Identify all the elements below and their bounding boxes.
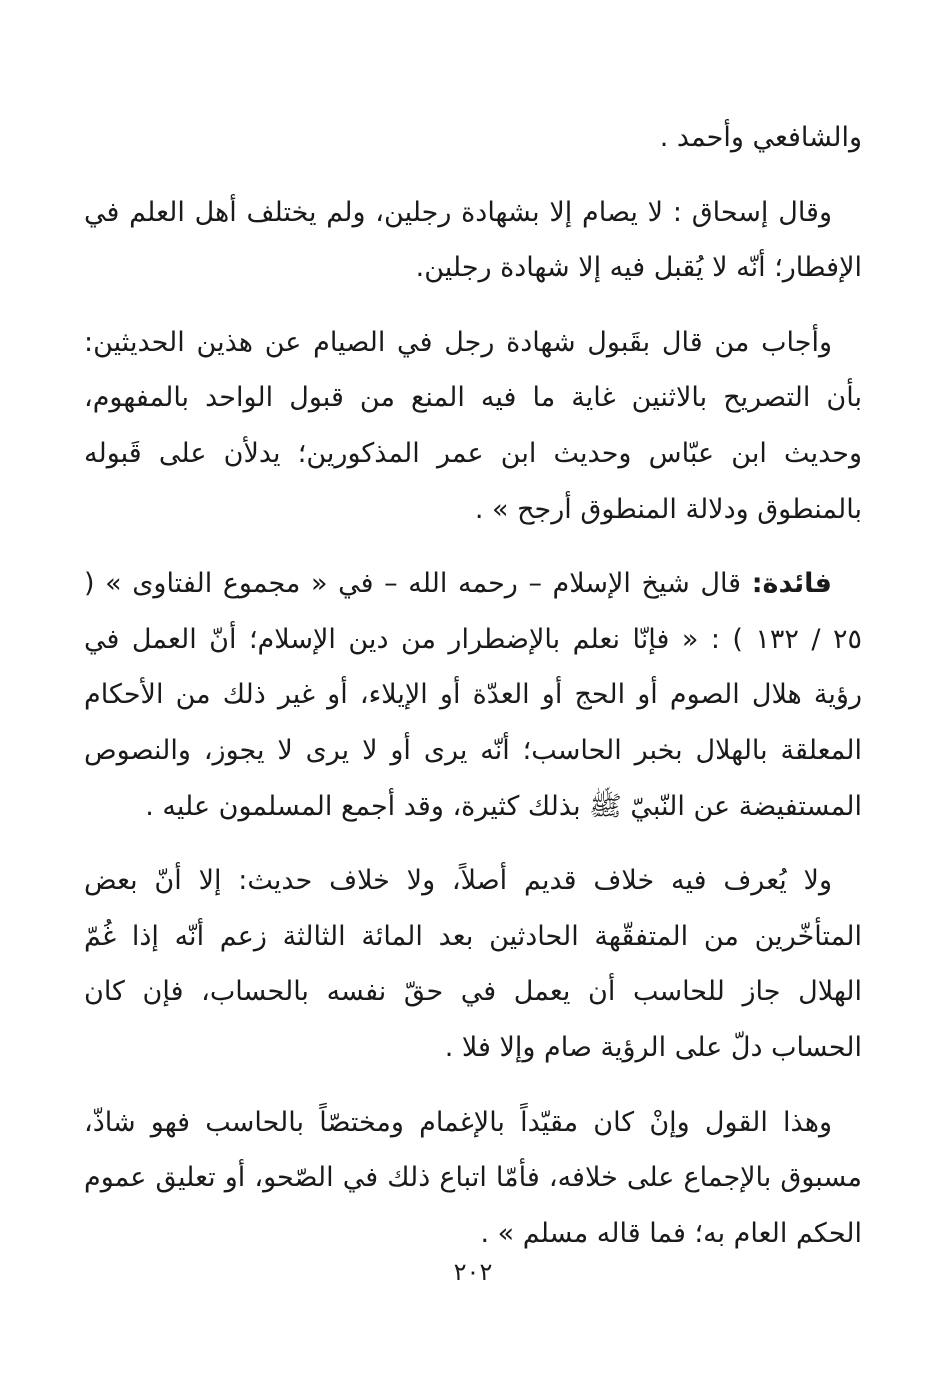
paragraph-1 xyxy=(84,110,862,166)
paragraph-6 xyxy=(84,1095,862,1262)
paragraph-4-text: قال شيخ الإسلام – رحمه الله – في « مجموع الفتاوى » ( ٢٥ / ١٣٢ ) : « فإنّا نعلم بالإضطرار من دين الإسلام؛ أنّ العمل في رؤية هلال الصوم أو الحج أو العدّة أو الإيلاء، أو غير ذلك من الأحكام المعلقة بالهلال بخبر الحاسب؛ أنّه يرى أو لا يرى لا يجوز، والنصوص المستفيضة عن النّبيّ ﷺ بذلك كثيرة، وقد أجمع المسلمون عليه . xyxy=(84,568,862,822)
page-body xyxy=(84,110,862,1280)
paragraph-4-note xyxy=(84,556,862,834)
paragraph-5 xyxy=(84,853,862,1075)
paragraph-2 xyxy=(84,185,862,296)
paragraph-3-text: وأجاب من قال بقَبول شهادة رجل في الصيام عن هذين الحديثين: بأن التصريح بالاثنين غاية ما فيه المنع من قبول الواحد بالمفهوم، وحديث ابن عبّاس وحديث ابن عمر المذكورين؛ يدلأن على قَبوله بالمنطوق ودلالة المنطوق أرجح » . xyxy=(84,326,862,525)
paragraph-3 xyxy=(84,315,862,537)
note-heading: فائدة: xyxy=(751,568,832,600)
paragraph-2-text: وقال إسحاق : لا يصام إلا بشهادة رجلين، ولم يختلف أهل العلم في الإفطار؛ أنّه لا يُقبل فيه إلا شهادة رجلين. xyxy=(84,196,862,284)
paragraph-6-text: وهذا القول وإنْ كان مقيّداً بالإغمام ومختصّاً بالحاسب فهو شاذّ، مسبوق بالإجماع على خلافه، فأمّا اتباع ذلك في الصّحو، أو تعليق عموم الحكم العام به؛ فما قاله مسلم » . xyxy=(84,1106,862,1249)
page-number: ٢٠٢ xyxy=(453,1258,493,1286)
paragraph-1-text: والشافعي وأحمد . xyxy=(659,122,862,153)
paragraph-5-text: ولا يُعرف فيه خلاف قديم أصلاً، ولا خلاف حديث: إلا أنّ بعض المتأخّرين من المتفقّهة الحادثين بعد المائة الثالثة زعم أنّه إذا غُمّ الهلال جاز للحاسب أن يعمل في حقّ نفسه بالحساب، فإن كان الحساب دلّ على الرؤية صام وإلا فلا . xyxy=(84,865,862,1063)
